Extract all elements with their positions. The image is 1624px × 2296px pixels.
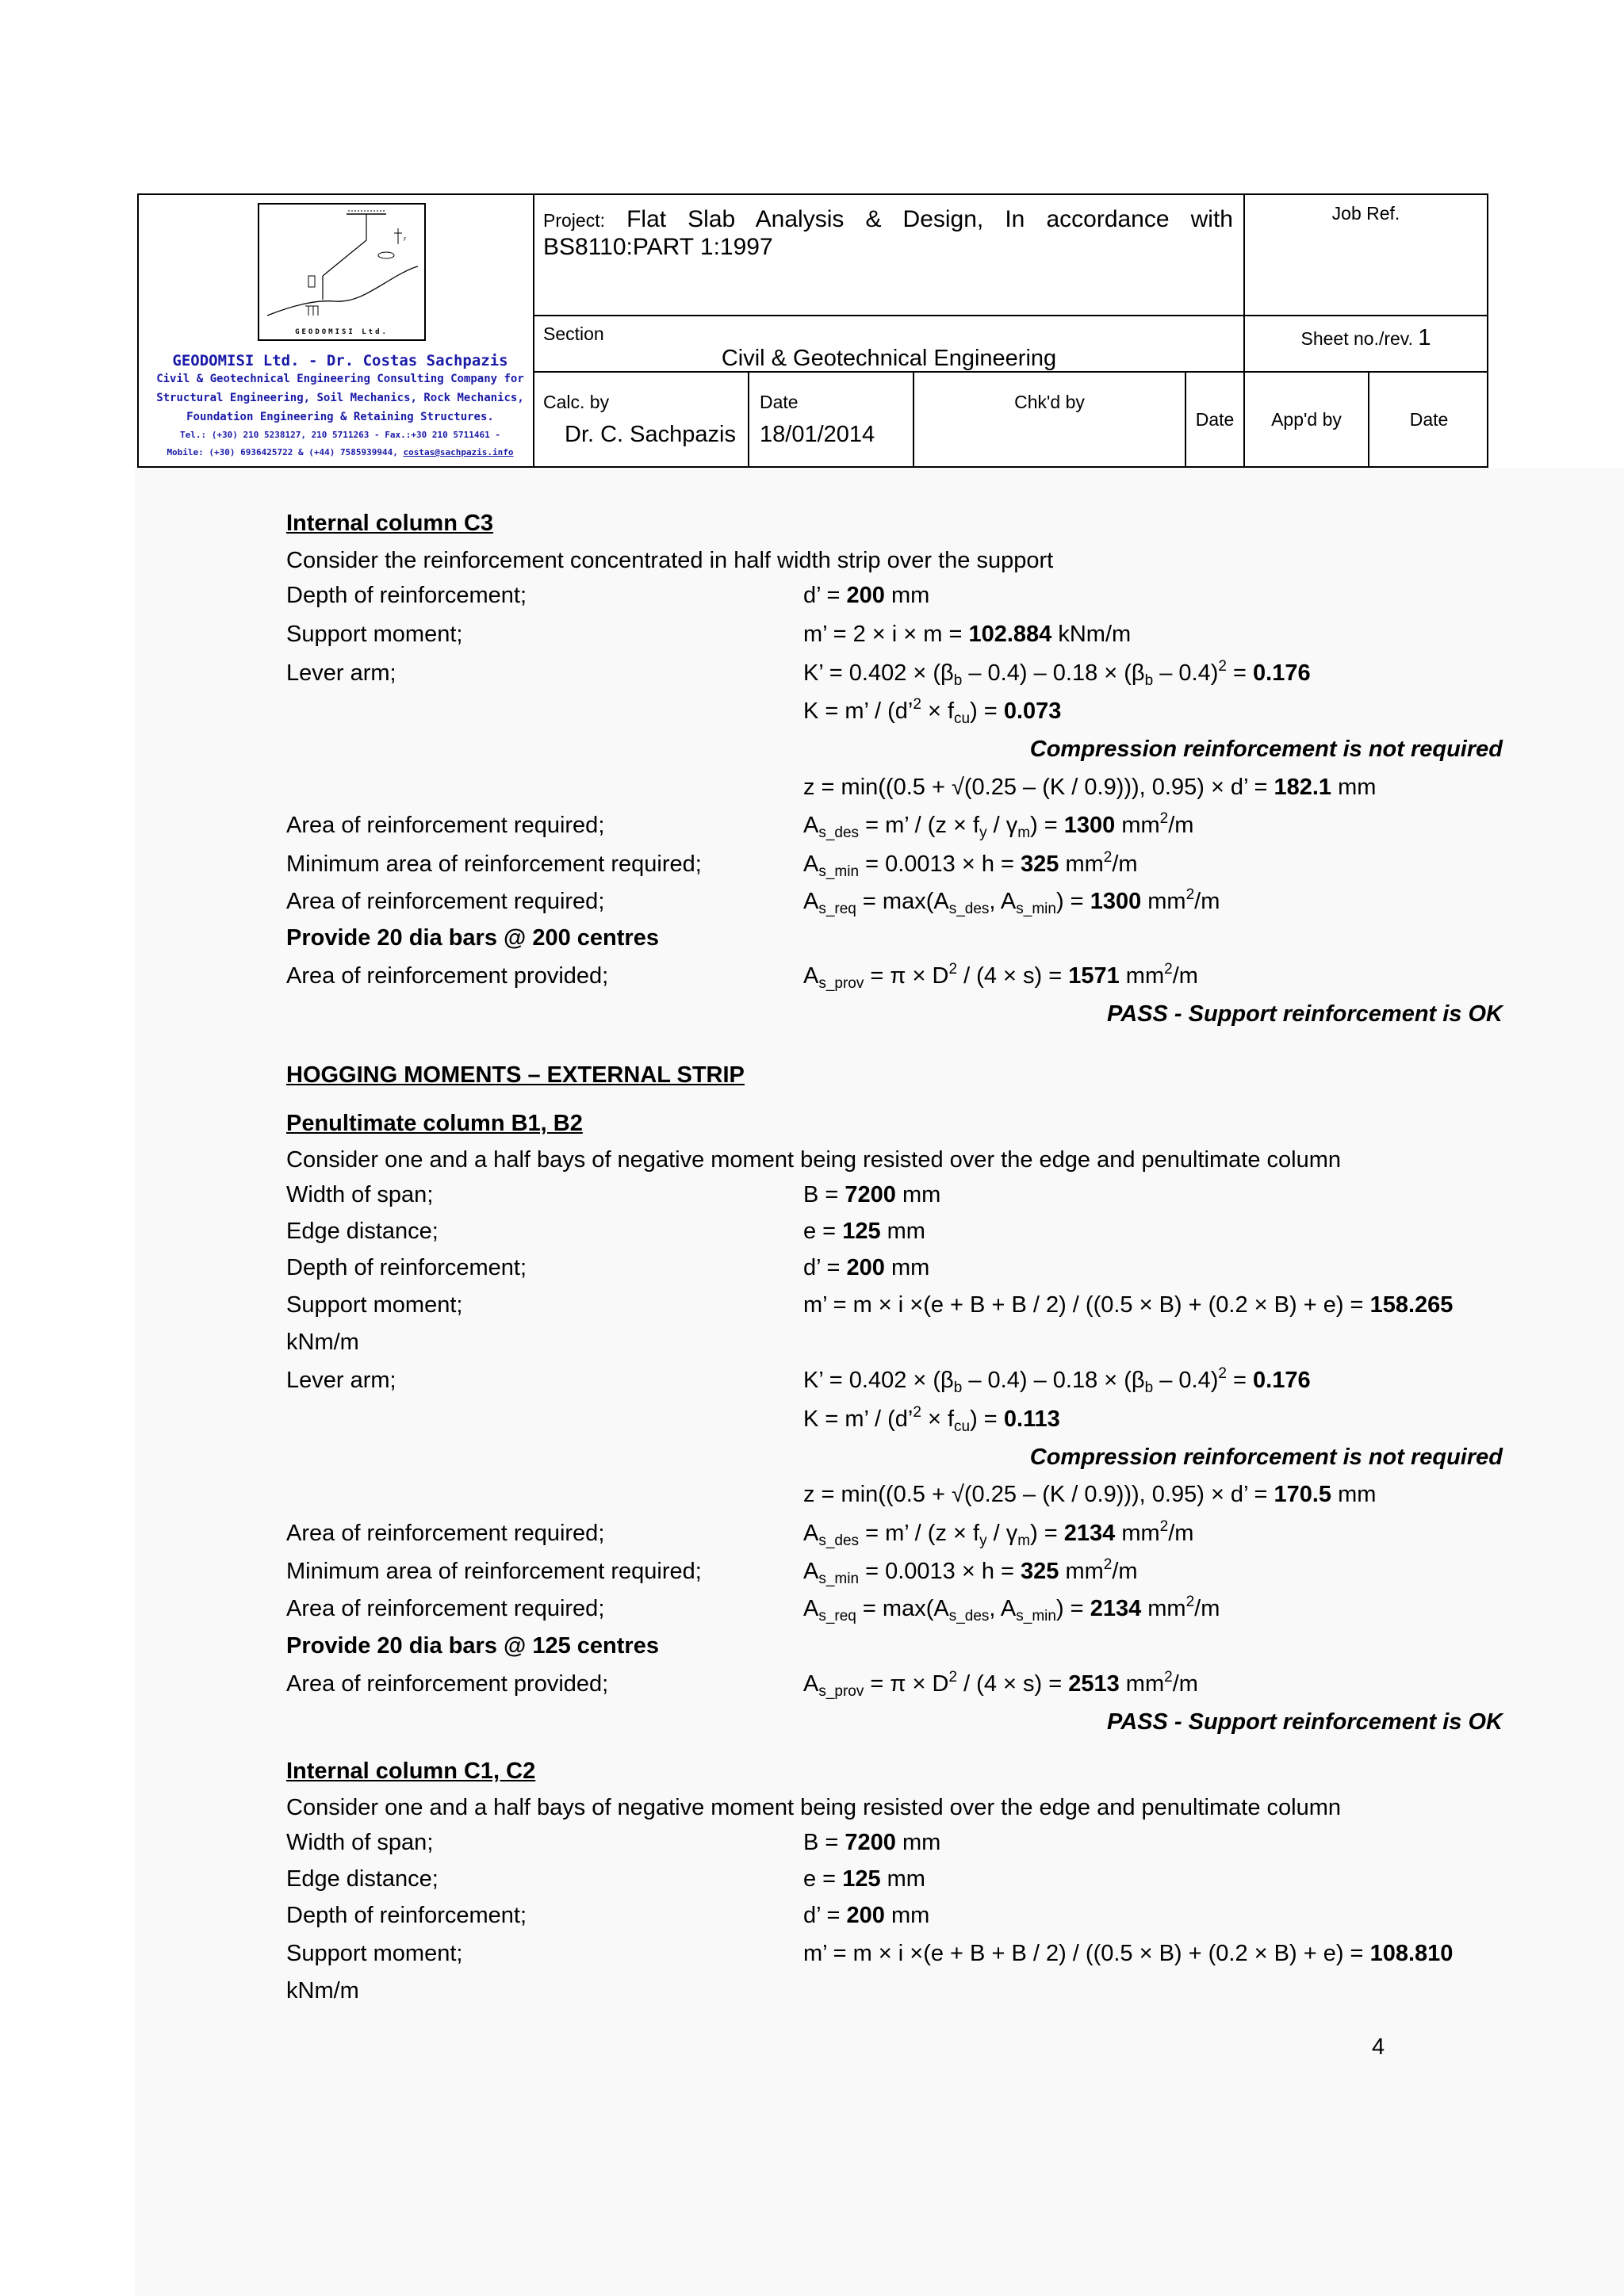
support-moment-value: 102.884 xyxy=(968,622,1052,647)
edge-distance-value: 125 xyxy=(842,1219,881,1244)
min-area-label: Minimum area of reinforcement required; xyxy=(286,1559,702,1584)
depth-label: Depth of reinforcement; xyxy=(286,583,527,608)
company-description-line: Civil & Geotechnical Engineering Consulting Company for xyxy=(156,373,524,385)
lever-arm-value: 170.5 xyxy=(1274,1482,1332,1507)
section-heading-penultimate-column: Penultimate column B1, B2 xyxy=(286,1111,583,1136)
support-moment-formula: m’ = 2 × i × m = 102.884 kNm/m xyxy=(803,622,1132,647)
as-des-value: 2134 xyxy=(1063,1521,1116,1546)
k-prime-value: 0.176 xyxy=(1253,1368,1311,1393)
lever-arm-value: 182.1 xyxy=(1274,775,1332,800)
as-req-value: 1300 xyxy=(1090,889,1142,914)
width-span-formula: B = 7200 mm xyxy=(803,1182,941,1207)
project-field xyxy=(543,206,1233,261)
pass-note: PASS - Support reinforcement is OK xyxy=(1107,1001,1503,1027)
lever-arm-label: Lever arm; xyxy=(286,1368,396,1393)
lever-arm-formula: z = min((0.5 + √(0.25 – (K / 0.9))), 0.95) × d’ = 170.5 mm xyxy=(803,1482,1377,1507)
as-prov-formula: $A_{s\_prov} = \pi \times D^2 / (4 \times s) = 1571$ $mm^2/m$ xyxy=(803,961,1198,992)
as-min-value: 325 xyxy=(1021,1559,1059,1584)
approved-by-label: App'd by xyxy=(1271,409,1342,430)
width-span-value: 7200 xyxy=(845,1182,896,1207)
provide-bars-statement: Provide 20 dia bars @ 125 centres xyxy=(286,1633,659,1659)
depth-value: 200 xyxy=(846,583,885,608)
check-date-label: Date xyxy=(1195,409,1235,430)
page-number: 4 xyxy=(1372,2034,1385,2060)
area-required-label: Area of reinforcement required; xyxy=(286,1521,605,1546)
date-label: Date xyxy=(760,392,799,412)
width-span-formula: B = 7200 mm xyxy=(803,1830,941,1855)
sheet-label: Sheet no./rev. xyxy=(1300,328,1413,349)
section-intro: Consider the reinforcement concentrated in half width strip over the support xyxy=(286,548,1054,573)
title-block xyxy=(137,193,1488,468)
edge-distance-value: 125 xyxy=(842,1866,881,1892)
pass-note: PASS - Support reinforcement is OK xyxy=(1107,1709,1503,1735)
k-prime-formula: K’ = $0.402 \times (\beta_b - 0.4) - 0.18 \times (\beta_b - 0.4)^2 = 0.176$ xyxy=(803,658,1311,689)
area-required-label: Area of reinforcement required; xyxy=(286,889,605,914)
k-value: 0.113 xyxy=(1003,1406,1060,1432)
depth-label: Depth of reinforcement; xyxy=(286,1255,527,1280)
project-label: Project: xyxy=(543,210,605,231)
area-required-label: Area of reinforcement required; xyxy=(286,1596,605,1621)
job-ref-label: Job Ref. xyxy=(1331,203,1400,224)
section-heading-internal-column-c1-c2: Internal column C1, C2 xyxy=(286,1758,536,1784)
depth-formula: d’ = 200 mm xyxy=(803,1903,930,1928)
edge-distance-formula: e = 125 mm xyxy=(803,1219,925,1244)
support-moment-value: 108.810 xyxy=(1369,1941,1454,1966)
checked-by-label: Chk'd by xyxy=(1014,392,1085,412)
depth-value: 200 xyxy=(846,1255,885,1280)
k-formula: K = m’ / (d’$^2$ × $f_{cu}) = 0.113$ xyxy=(803,1404,1060,1435)
section-label: Section xyxy=(543,323,604,344)
area-provided-label: Area of reinforcement provided; xyxy=(286,1671,609,1697)
support-moment-unit: kNm/m xyxy=(286,1978,359,2003)
support-moment-label: Support moment; xyxy=(286,622,463,647)
support-moment-value: 158.265 xyxy=(1369,1292,1454,1318)
geotechnical-drawing-icon xyxy=(259,205,424,323)
logo-caption: GEODOMISI Ltd. xyxy=(295,328,389,336)
width-span-label: Width of span; xyxy=(286,1830,434,1855)
company-name: GEODOMISI Ltd. - Dr. Costas Sachpazis xyxy=(172,352,508,369)
as-req-formula: $A_{s\_req} = \max(A_{s\_des}$, $A_{s\_min}) = 1300$ $mm^2/m$ xyxy=(803,886,1220,917)
as-req-value: 2134 xyxy=(1090,1596,1142,1621)
provide-bars-statement: Provide 20 dia bars @ 200 centres xyxy=(286,925,659,951)
date-value: 18/01/2014 xyxy=(760,422,875,447)
depth-value: 200 xyxy=(846,1903,885,1928)
svg-text:F: F xyxy=(404,237,407,243)
section-intro: Consider one and a half bays of negative moment being resisted over the edge and penultimate column xyxy=(286,1147,1342,1173)
project-title: Flat Slab Analysis & Design, In accordance with BS8110:PART 1:1997 xyxy=(543,206,1233,260)
edge-distance-formula: e = 125 mm xyxy=(803,1866,925,1892)
company-mobile-line xyxy=(142,444,538,461)
as-des-value: 1300 xyxy=(1063,813,1116,838)
min-area-label: Minimum area of reinforcement required; xyxy=(286,851,702,877)
compression-note: Compression reinforcement is not required xyxy=(1029,737,1503,762)
support-moment-formula: m’ = m × i ×(e + B + B / 2) / ((0.5 × B) + (0.2 × B) + e) = 158.265 xyxy=(803,1292,1454,1318)
as-min-value: 325 xyxy=(1021,851,1059,877)
support-moment-unit: kNm/m xyxy=(286,1330,359,1355)
as-min-formula: $A_{s\_min} = 0.0013 \times h = 325$ $mm^2/m$ xyxy=(803,849,1138,880)
depth-label: Depth of reinforcement; xyxy=(286,1903,527,1928)
as-des-formula: $A_{s\_des} = m$’ / $(z \times f_y / \gamma_m) = 1300$ $mm^2/m$ xyxy=(803,810,1194,841)
k-formula: K = m’ / (d’$^2$ × $f_{cu}) = 0.073$ xyxy=(803,696,1062,727)
section-intro: Consider one and a half bays of negative moment being resisted over the edge and penultimate column xyxy=(286,1795,1342,1820)
depth-formula: d’ = 200 mm xyxy=(803,1255,930,1280)
lever-arm-label: Lever arm; xyxy=(286,660,396,686)
area-provided-label: Area of reinforcement provided; xyxy=(286,963,609,989)
section-title-hogging-moments: HOGGING MOMENTS – EXTERNAL STRIP xyxy=(286,1062,745,1088)
as-prov-formula: $A_{s\_prov} = \pi \times D^2 / (4 \times s) = 2513$ $mm^2/m$ xyxy=(803,1669,1198,1700)
lever-arm-formula: z = min((0.5 + √(0.25 – (K / 0.9))), 0.95) × d’ = 182.1 mm xyxy=(803,775,1377,800)
support-moment-formula: m’ = m × i ×(e + B + B / 2) / ((0.5 × B) + (0.2 × B) + e) = 108.810 xyxy=(803,1941,1454,1966)
as-prov-value: 2513 xyxy=(1068,1671,1120,1697)
support-moment-label: Support moment; xyxy=(286,1941,463,1966)
as-min-formula: $A_{s\_min} = 0.0013 \times h = 325$ $mm^2/m$ xyxy=(803,1556,1138,1587)
width-span-label: Width of span; xyxy=(286,1182,434,1207)
section-value: Civil & Geotechnical Engineering xyxy=(721,346,1057,371)
support-moment-label: Support moment; xyxy=(286,1292,463,1318)
k-value: 0.073 xyxy=(1003,698,1062,724)
edge-distance-label: Edge distance; xyxy=(286,1219,439,1244)
k-prime-value: 0.176 xyxy=(1253,660,1311,686)
as-req-formula: $A_{s\_req} = \max(A_{s\_des}$, $A_{s\_min}) = 2134$ $mm^2/m$ xyxy=(803,1594,1220,1624)
calc-by-value: Dr. C. Sachpazis xyxy=(565,422,736,447)
company-description-line: Structural Engineering, Soil Mechanics, Rock Mechanics, xyxy=(156,392,524,404)
company-description-line: Foundation Engineering & Retaining Structures. xyxy=(186,411,494,423)
company-email: costas@sachpazis.info xyxy=(403,447,514,457)
company-info xyxy=(142,349,538,461)
section-heading-internal-column-c3: Internal column C3 xyxy=(286,511,494,536)
compression-note: Compression reinforcement is not required xyxy=(1029,1445,1503,1470)
company-logo xyxy=(258,203,426,341)
as-des-formula: $A_{s\_des} = m$’ / $(z \times f_y / \gamma_m) = 2134$ $mm^2/m$ xyxy=(803,1518,1194,1549)
depth-formula: d’ = 200 mm xyxy=(803,583,930,608)
edge-distance-label: Edge distance; xyxy=(286,1866,439,1892)
area-required-label: Area of reinforcement required; xyxy=(286,813,605,838)
as-prov-value: 1571 xyxy=(1068,963,1120,989)
calc-by-label: Calc. by xyxy=(543,392,610,412)
company-phone: Tel.: (+30) 210 5238127, 210 5711263 - Fax.:+30 210 5711461 - xyxy=(180,430,500,440)
company-mobile: Mobile: (+30) 6936425722 & (+44) 7585939944, xyxy=(167,447,398,457)
sheet-value: 1 xyxy=(1418,325,1431,350)
width-span-value: 7200 xyxy=(845,1830,896,1855)
k-prime-formula: K’ = $0.402 \times (\beta_b - 0.4) - 0.18 \times (\beta_b - 0.4)^2 = 0.176$ xyxy=(803,1365,1311,1396)
sheet-field xyxy=(1244,325,1488,351)
approval-date-label: Date xyxy=(1409,409,1449,430)
